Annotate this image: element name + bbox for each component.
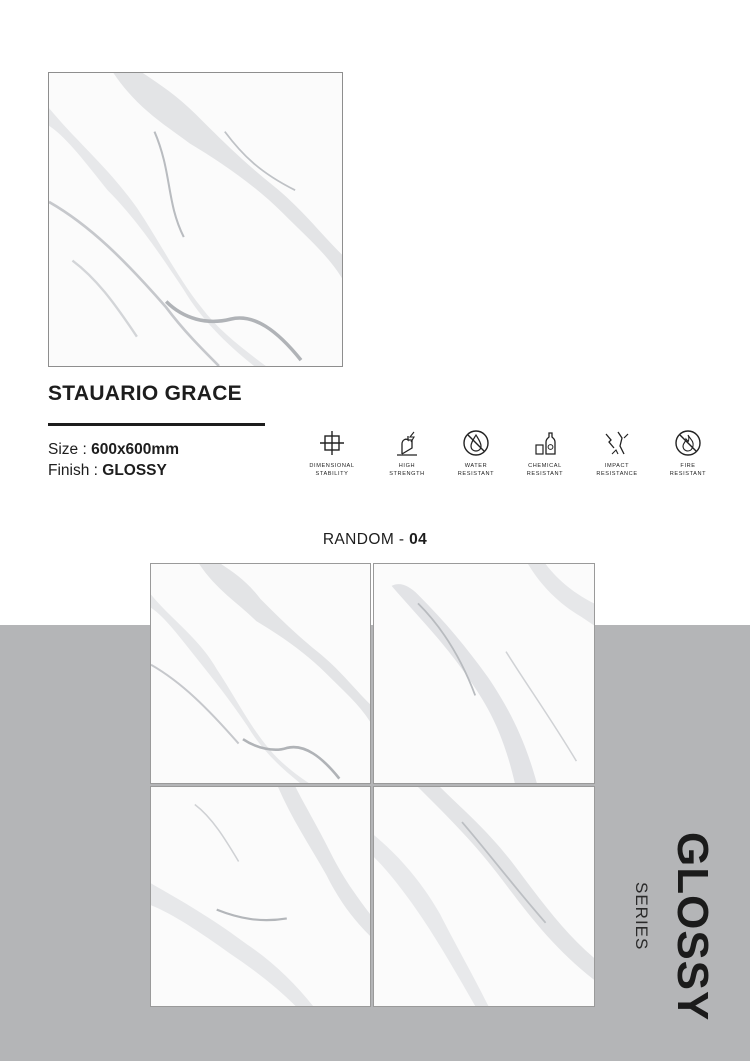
series-suffix: SERIES xyxy=(632,882,651,951)
title-underline xyxy=(48,423,265,426)
fire-resistant-icon xyxy=(673,428,703,458)
feature-label: HIGH STRENGTH xyxy=(389,463,425,477)
product-tile-image xyxy=(48,72,343,367)
size-value: 600x600mm xyxy=(91,441,179,458)
feature-fire-resistant xyxy=(653,428,723,478)
feature-water-resistant xyxy=(441,428,511,478)
finish-label: Finish : xyxy=(48,462,103,479)
feature-impact-resistance xyxy=(582,428,652,478)
feature-label: DIMENSIONAL STABILITY xyxy=(309,463,355,477)
size-label: Size : xyxy=(48,441,92,458)
dimensional-stability-icon xyxy=(317,428,347,458)
feature-label: FIRE RESISTANT xyxy=(669,463,707,477)
random-tile-4 xyxy=(373,786,595,1007)
feature-chemical-resistant xyxy=(510,428,580,478)
finish-spec xyxy=(48,462,167,480)
random-count: 04 xyxy=(409,531,428,548)
water-resistant-icon xyxy=(461,428,491,458)
random-tile-2 xyxy=(373,563,595,784)
random-caption xyxy=(0,531,750,549)
impact-resistance-icon xyxy=(602,428,632,458)
feature-label: WATER RESISTANT xyxy=(457,463,495,477)
random-tile-1 xyxy=(150,563,371,784)
high-strength-icon xyxy=(392,428,422,458)
random-label: RANDOM - xyxy=(322,531,410,548)
finish-value: GLOSSY xyxy=(102,462,167,479)
feature-label: CHEMICAL RESISTANT xyxy=(526,463,564,477)
feature-label: IMPACT RESISTANCE xyxy=(596,463,638,477)
size-spec xyxy=(48,441,179,459)
product-title: STAUARIO GRACE xyxy=(48,382,242,405)
series-name: GLOSSY xyxy=(668,832,717,1022)
series-vertical-label xyxy=(622,832,717,1022)
random-tile-3 xyxy=(150,786,371,1007)
feature-dimensional-stability xyxy=(297,428,367,478)
feature-high-strength xyxy=(372,428,442,478)
chemical-resistant-icon xyxy=(530,428,560,458)
